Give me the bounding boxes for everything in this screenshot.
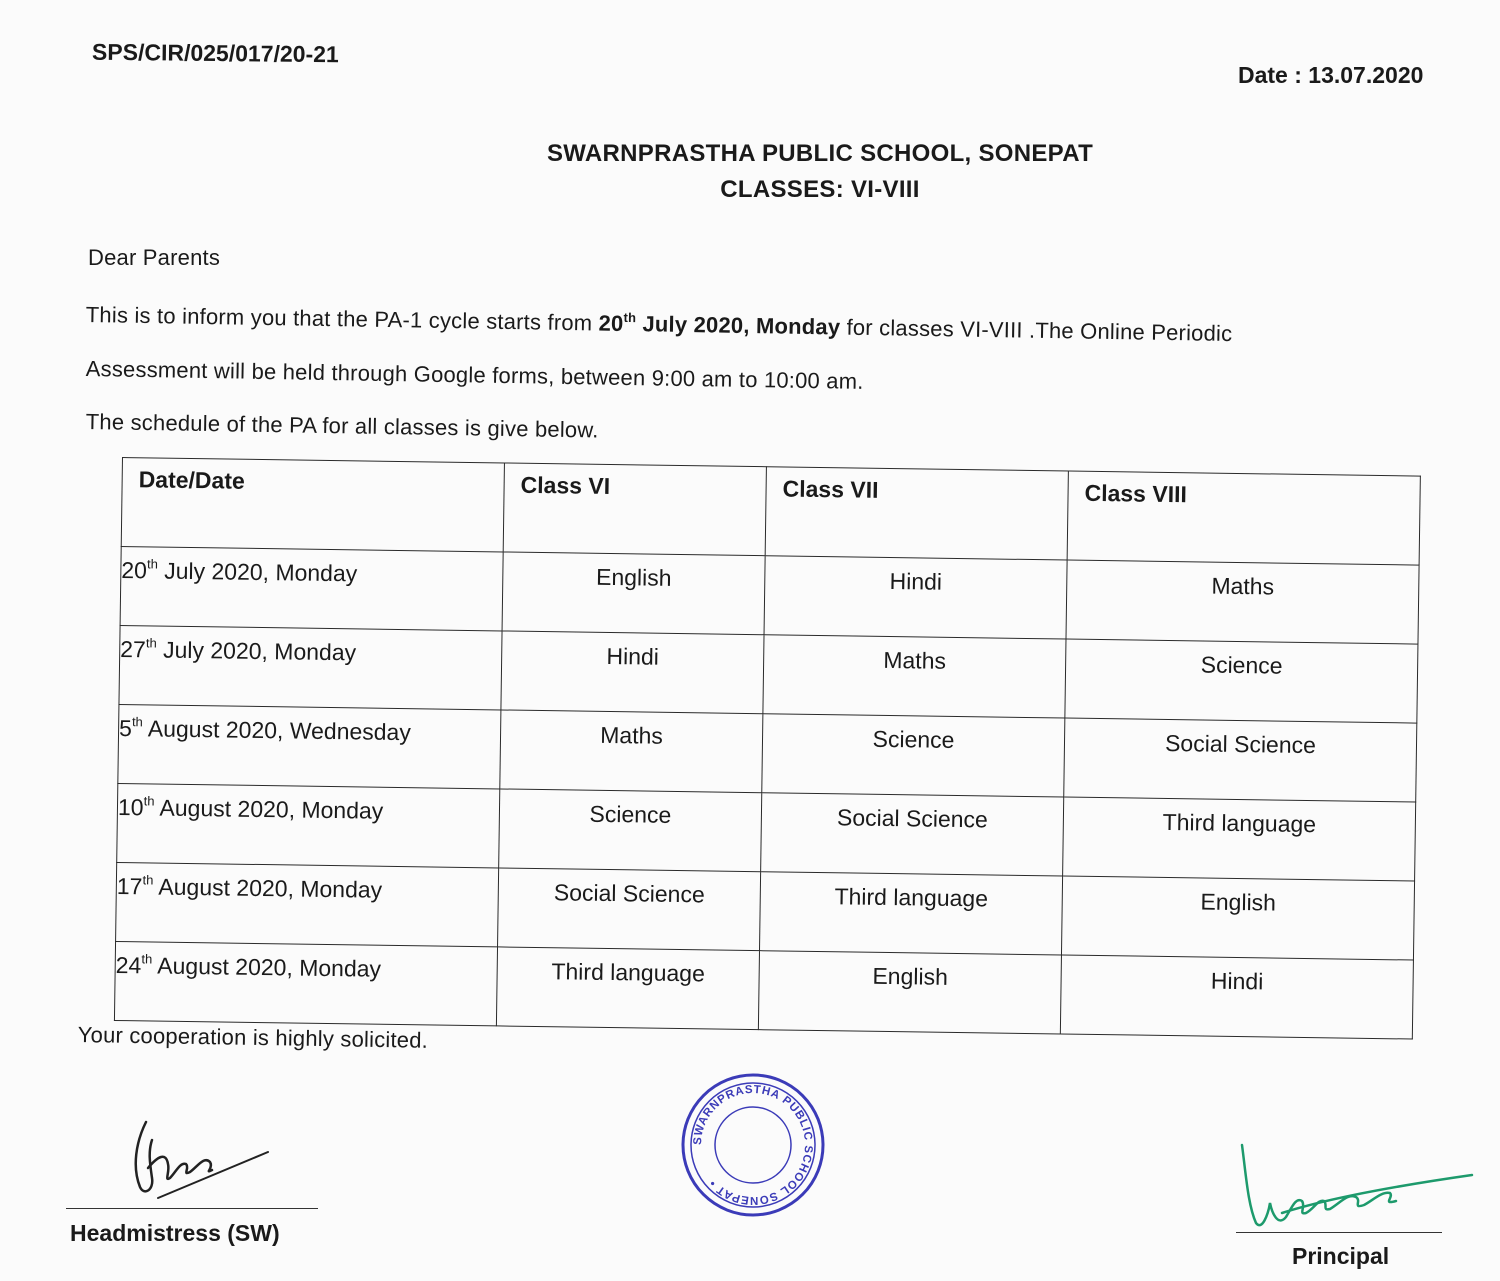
date-cell: 5th August 2020, Wednesday <box>118 704 501 788</box>
subject-cell: Hindi <box>1060 955 1413 1039</box>
subject-cell: Hindi <box>764 556 1067 639</box>
subject-cell: Maths <box>1066 560 1419 644</box>
signature-line-right <box>1236 1232 1442 1233</box>
principal-label: Principal <box>1292 1243 1390 1269</box>
date-cell: 27th July 2020, Monday <box>119 625 502 709</box>
subject-cell: Science <box>1065 639 1418 723</box>
subject-cell: Maths <box>500 710 763 793</box>
subject-cell: Hindi <box>501 631 764 714</box>
date-cell: 20th July 2020, Monday <box>120 546 503 630</box>
headmistress-signature <box>118 1112 288 1202</box>
subject-cell: English <box>1061 876 1414 960</box>
subject-cell: English <box>758 951 1061 1034</box>
intro-text-end: for classes VI-VIII .The Online Periodic <box>840 314 1233 347</box>
school-name: SWARNPRASTHA PUBLIC SCHOOL, SONEPAT <box>546 140 1094 167</box>
principal-signature <box>1232 1135 1482 1235</box>
subject-cell: Maths <box>763 635 1066 718</box>
closing-line: Your cooperation is highly solicited. <box>77 1022 429 1053</box>
salutation: Dear Parents <box>88 245 221 270</box>
seal-outer-ring <box>683 1075 823 1215</box>
subject-cell: Social Science <box>498 868 761 951</box>
date-cell: 10th August 2020, Monday <box>117 783 500 867</box>
column-header-class-vi: Class VI <box>503 463 766 556</box>
headmistress-label: Headmistress (SW) <box>70 1220 280 1246</box>
school-seal-stamp <box>678 1070 828 1220</box>
seal-center-ring <box>715 1107 791 1183</box>
subject-cell: English <box>502 552 765 635</box>
subject-cell: Science <box>762 714 1065 797</box>
intro-line-2: Assessment will be held through Google forms, between 9:00 am to 10:00 am. <box>85 356 864 394</box>
classes-heading: CLASSES: VI-VIII <box>720 176 920 203</box>
circular-reference: SPS/CIR/025/017/20-21 <box>91 38 339 68</box>
subject-cell: Third language <box>1063 797 1416 881</box>
intro-text-start: This is to inform you that the PA-1 cycle starts from <box>85 302 599 336</box>
seal-inner-ring <box>691 1083 815 1207</box>
column-header-class-vii: Class VII <box>765 467 1068 560</box>
date-cell: 17th August 2020, Monday <box>116 862 499 946</box>
column-header-date: Date/Date <box>121 458 504 552</box>
seal-lettering: SWARNPRASTHA PUBLIC SCHOOL SONEPAT • <box>691 1083 815 1207</box>
subject-cell: Third language <box>496 947 759 1030</box>
subject-cell: Social Science <box>1064 718 1417 802</box>
intro-line-1 <box>86 302 1233 347</box>
subject-cell: Social Science <box>761 793 1064 876</box>
schedule-table <box>114 457 1421 1040</box>
signature-line-left <box>66 1208 318 1209</box>
subject-cell: Science <box>499 789 762 872</box>
column-header-class-viii: Class VIII <box>1067 471 1420 565</box>
subject-cell: Third language <box>760 872 1063 955</box>
date-cell: 24th August 2020, Monday <box>114 941 497 1025</box>
circular-date: Date : 13.07.2020 <box>1238 62 1424 88</box>
schedule-table-container <box>114 457 1421 1040</box>
schedule-intro: The schedule of the PA for all classes is give below. <box>85 409 599 443</box>
start-date-highlight: 20th July 2020, Monday <box>598 309 841 340</box>
